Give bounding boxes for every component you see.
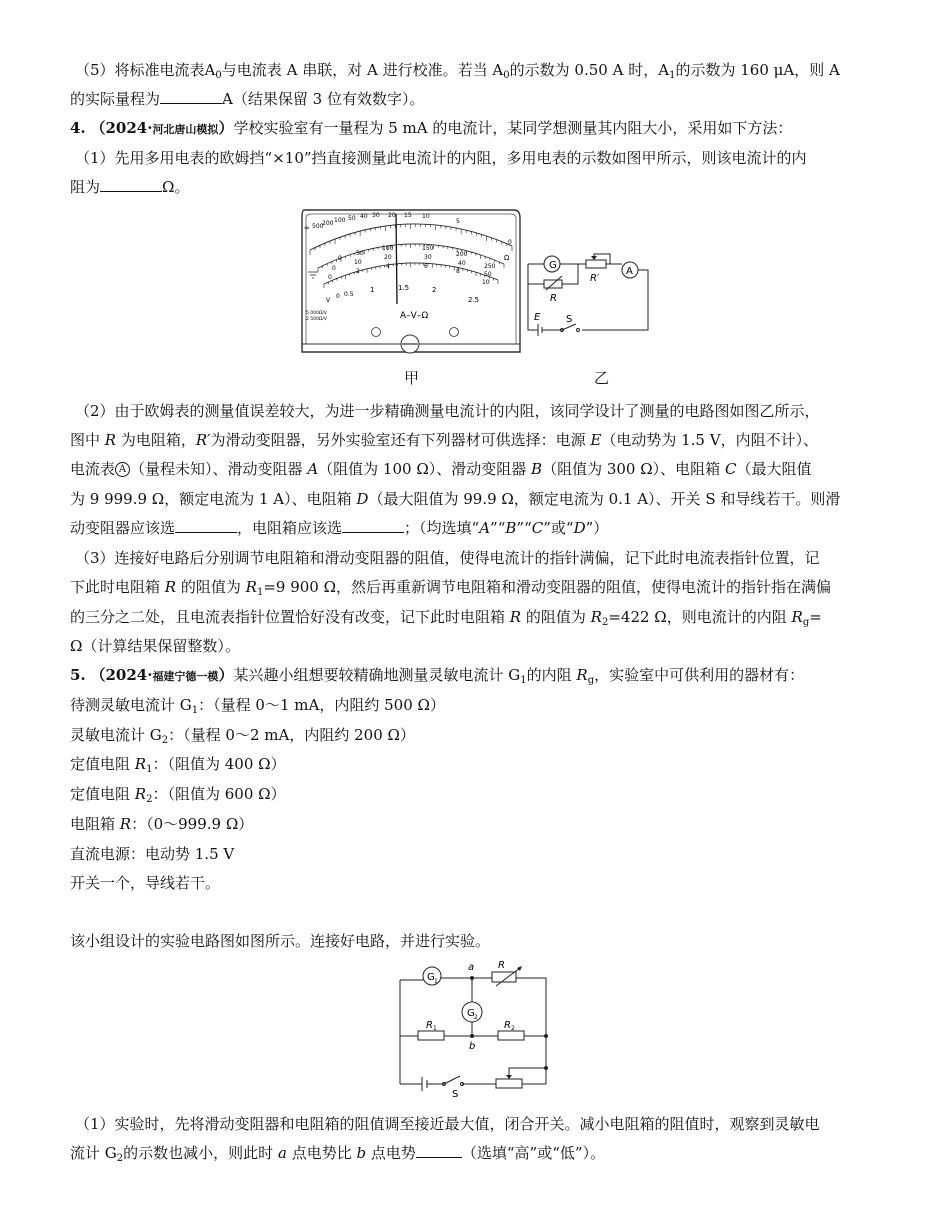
circuit-label-e: E [534,312,541,323]
dc-tick-label: 40 [458,260,466,267]
volt-label: V [326,297,331,304]
q4-part2-line5: 动变阻器应该选 ，电阻箱应该选 ；（均选填“A”“B”“C”或“D”） [70,519,609,537]
q4-part3-line3: 的三分之二处，且电流表指针位置恰好没有改变，记下此时电阻箱 R 的阻值为 $R_2=422$ Ω，则电流计的内阻 $R_g=$ [70,608,822,628]
circuit-label-g1-sub: 1 [434,978,438,985]
circuit-label-g2-sub: 2 [474,1014,478,1021]
q4-part2-line1: （2）由于欧姆表的测量值误差较大，为进一步精确测量电流计的内阻，该同学设计了测量的电路图如图乙所示， [75,402,820,420]
circuit-label-r: R [498,960,505,971]
circuit-label-g1: G [427,972,435,983]
q3-part5-line1: （5）将标准电流表$A_0$与电流表 A 串联，对 A 进行校准。若当 $A_0$的示数为 0.50 A 时，$A_1$的示数为 160 μA，则 A [75,61,840,81]
q5-item-2: 灵敏电流计 $G_2$：（量程 0～2 mA，内阻约 200 Ω） [70,726,415,746]
ohm-unit-label: Ω [504,254,510,262]
dc-tick-label: 30 [424,254,432,261]
ohm-tick-label: 20 [388,212,396,219]
ohm-tick-label: 500 [312,223,324,230]
dc-tick-label: 2 [356,268,360,275]
answer-blank[interactable] [416,1143,462,1158]
dc-tick-label: 0 [338,255,342,262]
answer-blank[interactable] [160,89,222,104]
q4-part3-line1: （3）连接好电路后分别调节电阻箱和滑动变阻器的阻值，使得电流计的指针满偏，记下此时电流表指针位置，记 [75,549,820,567]
circuit-label-g: G [549,260,557,271]
rheostat-icon [586,260,606,268]
dc-tick-label: 0 [328,274,332,281]
answer-blank[interactable] [342,518,404,533]
q5-item-1: 待测灵敏电流计 $G_1$：（量程 0～1 mA，内阻约 500 Ω） [70,696,445,716]
ac-tick-label: 2 [432,286,437,294]
dc-tick-label: 150 [422,245,434,252]
q4-part3-line4: Ω（计算结果保留整数）。 [70,637,240,655]
sensitivity-label: 2 500Ω/V [306,317,327,322]
ammeter-symbol-icon: A [115,462,130,477]
dc-tick-label: 4 [386,263,390,270]
dc-tick-label: 50 [484,271,492,278]
ohm-tick-label: 100 [334,217,346,224]
q5-item-4: 定值电阻 $R_2$：（阻值为 600 Ω） [70,785,286,805]
ohm-tick-label: ∞ [304,224,310,232]
q4-part2-line3: 电流表 A （量程未知）、滑动变阻器 A（阻值为 100 Ω）、滑动变阻器 B（阻值为 300 Ω）、电阻箱 C（最大阻值 [70,460,812,478]
circuit-label-g2: G [467,1008,475,1019]
answer-blank[interactable] [100,177,162,192]
ac-tick-label: 1 [370,286,375,294]
ac-tick-label: 1.5 [398,284,410,292]
q5-item-6: 直流电源：电动势 1.5 V [70,845,235,863]
dc-tick-label: 8 [456,268,460,275]
ohm-tick-label: 50 [348,215,356,222]
q4-part3-line2: 下此时电阻箱 R 的阻值为 $R_1=9$ 900 Ω，然后再重新调节电阻箱和滑动变阻器的阻值，使得电流计的指针指在满偏 [70,578,832,598]
ohm-tick-label: 15 [404,212,412,219]
dc-tick-label: 0 [332,265,336,272]
circuit-label-rprime: R′ [590,273,600,284]
r2-icon [498,1031,524,1040]
ac-tick-label: 2.5 [468,296,480,304]
q5-design-text: 该小组设计的实验电路图如图所示。连接好电路，并进行实验。 [70,932,491,950]
q5-header: 5. （2024·福建宁德一模）某兴趣小组想要较精确地测量灵敏电流计 $G_1$的内阻 $R_g$，实验室中可供利用的器材有： [70,666,805,686]
ohm-tick-label: 40 [360,213,368,220]
circuit-label-r: R [550,293,557,304]
circuit-label-a: A [626,266,633,277]
ohm-tick-label: 10 [422,213,430,220]
ohm-tick-label: 200 [322,220,334,227]
ohm-tick-label: 5 [456,218,460,225]
answer-blank[interactable] [175,518,237,533]
q5-part1-line2: 流计 $G_2$的示数也减小，则此时 a 点电势比 b 点电势 （选填“高”或“低”）。 [70,1144,606,1164]
circuit-label-b: b [469,1041,476,1052]
circuit-label-s: S [452,1089,459,1098]
r1-icon [418,1031,444,1040]
circuit-label-r2: R [504,1020,511,1031]
circuit-label-s: S [566,314,573,325]
meter-brand: A–V–Ω [400,311,429,321]
multimeter-figure [298,206,524,356]
circuit-label-r1-sub: 1 [433,1025,437,1032]
fig-yi-label: 乙 [594,369,610,387]
ac-tick-label: 0 [336,293,340,300]
dc-tick-label: 50 [356,250,364,257]
q4-part1-line2: 阻为 Ω。 [70,178,190,196]
dc-tick-label: 6 [424,263,428,270]
q4-part1-line1: （1）先用多用电表的欧姆挡“×10”挡直接测量此电流计的内阻，多用电表的示数如图甲所示，则该电流计的内 [75,149,807,167]
dc-tick-label: 100 [382,245,394,252]
q5-part1-line1: （1）实验时，先将滑动变阻器和电阻箱的阻值调至接近最大值，闭合开关。减小电阻箱的阻值时，观察到灵敏电 [75,1115,820,1133]
circuit-q5 [392,956,556,1098]
q5-item-3: 定值电阻 $R_1$：（阻值为 400 Ω） [70,755,286,775]
fig-jia-label: 甲 [404,369,420,387]
q3-part5-line2: 的实际量程为 A（结果保留 3 位有效数字）。 [70,90,425,108]
sensitivity-label: 5 000Ω/V [306,311,327,316]
ohm-tick-label: 0 [508,239,512,246]
q5-item-5: 电阻箱 R：（0～999.9 Ω） [70,815,254,833]
rheostat-icon [496,1079,522,1088]
ohm-tick-label: 30 [372,212,380,219]
circuit-yi [524,246,656,340]
circuit-label-a: a [468,962,475,973]
dc-tick-label: 200 [456,251,468,258]
dc-tick-label: 10 [482,279,490,286]
dc-tick-label: 250 [484,263,496,270]
circuit-label-r1: R [426,1020,433,1031]
dc-tick-label: 20 [384,254,392,261]
ac-tick-label: 0.5 [344,291,354,298]
q4-header: 4. （2024·河北唐山模拟）学校实验室有一量程为 5 mA 的电流计，某同学想测量其内阻大小，采用如下方法： [70,119,793,137]
q5-item-7: 开关一个，导线若干。 [70,874,221,892]
q4-part2-line2: 图中 R 为电阻箱，R′为滑动变阻器，另外实验室还有下列器材可供选择：电源 E（电动势为 1.5 V，内阻不计）、 [70,431,819,449]
circuit-label-r2-sub: 2 [511,1025,515,1032]
q4-part2-line4: 为 9 999.9 Ω，额定电流为 1 A）、电阻箱 D（最大阻值为 99.9 Ω，额定电流为 0.1 A）、开关 S 和导线若干。则滑 [70,490,841,508]
dc-tick-label: 10 [354,259,362,266]
